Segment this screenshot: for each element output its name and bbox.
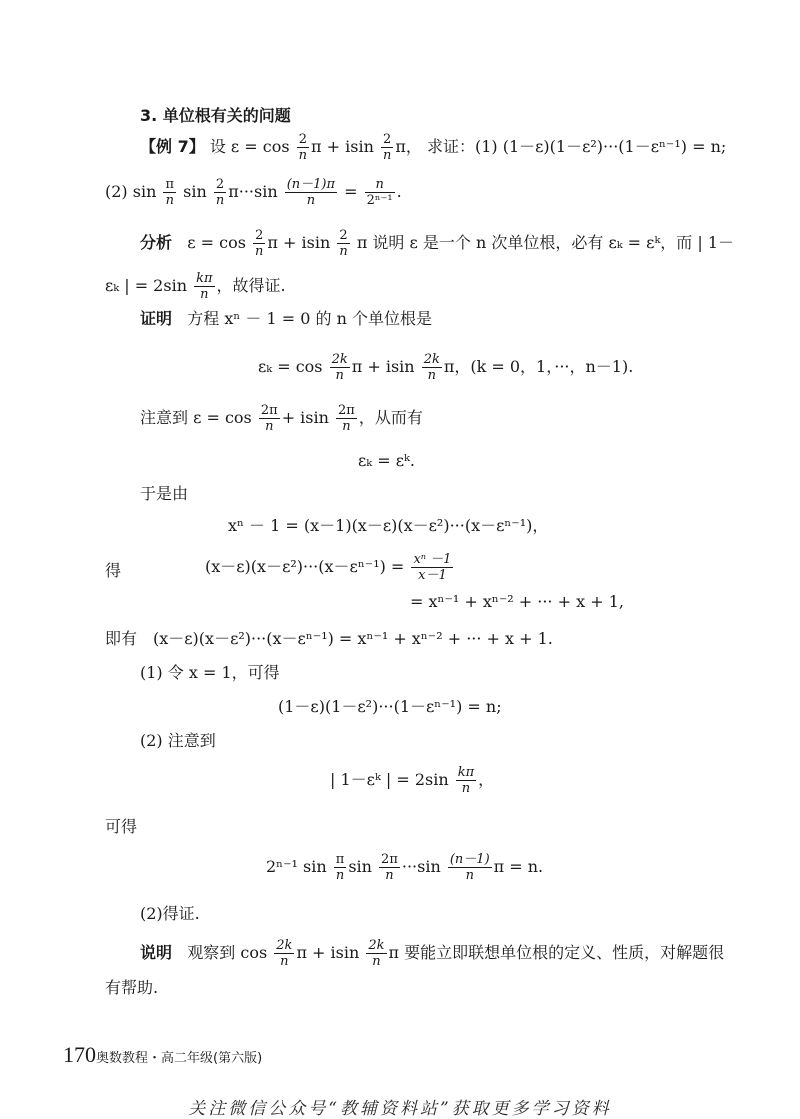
numerator: 2: [214, 177, 226, 193]
note-tail: ，从而有: [358, 408, 423, 427]
fraction-2-over-n: [253, 228, 265, 259]
numerator: 2: [253, 228, 265, 244]
analysis-line2-tail: ，故得证.: [216, 276, 286, 295]
remark-line-1: 说明 观察到 cos $\frac{2k}{n}$ π + isin $\frac{2k}{n}$ π 要能立即联想单位根的定义、性质，对解题很: [140, 938, 725, 969]
analysis-label: 分析: [140, 233, 173, 252]
final-tail: π = n.: [493, 857, 544, 876]
fraction-2k-over-n: [422, 352, 442, 383]
numerator: π: [165, 177, 175, 192]
fraction-2k-over-n: [366, 938, 386, 969]
denominator: n: [382, 148, 392, 163]
numerator: 2k: [331, 352, 348, 367]
fraction-2-over-n: [214, 177, 226, 208]
then-text: 于是由: [140, 484, 189, 503]
fraction-2k-over-n: [274, 938, 294, 969]
roots-formula: εₖ = cos $\frac{2k}{n}$ π + isin $\frac{2k}{n}$ π，(k = 0，1，···，n－1).: [258, 352, 634, 383]
denominator: n: [306, 193, 316, 208]
part2-eq: | 1－εᵏ | = 2sin $\frac{k\pi}{n}$ ，: [330, 765, 495, 796]
denominator: n: [342, 419, 351, 434]
denominator: n: [280, 954, 289, 969]
fraction-kpi-over-n: [456, 765, 476, 796]
fraction-n-minus-1-pi-over-n: [285, 177, 337, 208]
denominator: n: [427, 368, 436, 383]
denominator: n: [465, 868, 474, 883]
analysis-tail: π 说明 ε 是一个 n 次单位根，必有 εₖ = εᵏ，而 | 1－: [356, 233, 735, 252]
final-lead: 2ⁿ⁻¹ sin: [266, 857, 327, 876]
fraction-2k-over-n: [330, 352, 350, 383]
numerator: 2π: [338, 403, 355, 418]
numerator: π: [335, 852, 345, 867]
numerator: (n－1): [449, 852, 490, 867]
remark-lead: 观察到 cos: [187, 943, 268, 962]
numerator: 2k: [276, 938, 293, 953]
denominator: n: [385, 868, 394, 883]
example-q2-lead: (2) sin: [105, 182, 157, 201]
fraction-n-over-2n-1: [365, 177, 395, 208]
numerator: 2: [297, 132, 309, 148]
fraction-2pi-over-n: [259, 403, 280, 434]
fraction-2-over-n: [337, 228, 349, 259]
denominator: x－1: [418, 568, 447, 583]
quotient-lhs: (x－ε)(x－ε²)···(x－εⁿ⁻¹) =: [205, 557, 405, 576]
denominator: n: [265, 419, 274, 434]
fraction-pi-over-n: [334, 852, 347, 883]
fraction-2-over-n: [297, 132, 309, 163]
denominator: n: [200, 287, 209, 302]
example-line-2: (2) sin $\frac{\pi}{n}$ sin $\frac{2}{n}$ π···sin $\frac{(n-1)\pi}{n}$ = $\frac{n}{\text{2ⁿ⁻¹}}$ .: [105, 177, 402, 208]
analysis-lead: ε = cos: [187, 233, 246, 252]
denominator: n: [165, 193, 174, 208]
numerator: kπ: [196, 271, 213, 286]
numerator: n: [365, 177, 395, 193]
dots-sin: ···sin: [238, 182, 278, 201]
numerator: 2k: [368, 938, 385, 953]
numerator: 2π: [381, 852, 398, 867]
fraction-n-minus-1-over-n: [448, 852, 492, 883]
eq-ek: εₖ = εᵏ.: [358, 451, 415, 470]
proof-intro-line: [140, 309, 432, 328]
note-lead: 注意到 ε = cos: [140, 408, 252, 427]
analysis-line2-lead: εₖ | = 2sin: [105, 276, 187, 295]
denominator: 2ⁿ⁻¹: [366, 193, 393, 208]
denominator: n: [335, 868, 345, 883]
quotient-rhs: = xⁿ⁻¹ + xⁿ⁻² + ··· + x + 1,: [410, 592, 624, 611]
analysis-line-1: 分析 ε = cos $\frac{2}{n}$ π + isin $\frac{2}{n}$ π 说明 ε 是一个 n 次单位根，必有 εₖ = εᵏ，而 | 1－: [140, 228, 735, 259]
page-number: 170: [63, 1042, 96, 1067]
proof-label: 证明: [140, 309, 173, 328]
denominator: n: [461, 781, 471, 796]
remark-label: 说明: [140, 943, 173, 962]
fraction-2pi-over-n: [379, 852, 400, 883]
get-text: 得: [105, 561, 122, 580]
part1-eq: (1－ε)(1－ε²)···(1－εⁿ⁻¹) = n;: [278, 697, 502, 716]
analysis-line-2: [105, 271, 286, 302]
numerator: 2π: [260, 403, 278, 418]
final-eq: 2ⁿ⁻¹ sin $\frac{\pi}{n}$ sin $\frac{2\pi}{n}$ ···sin $\frac{(n-1)}{n}$ π = n.: [266, 852, 544, 883]
roots-tail: π，(k = 0，1，···，n－1).: [443, 357, 634, 376]
watermark-text: 关注微信公众号“教辅资料站”获取更多学习资料: [188, 1099, 612, 1119]
numerator: xⁿ －1: [413, 552, 452, 567]
fraction-kpi-over-n: [194, 271, 214, 302]
example-label: 【例 7】: [140, 137, 205, 156]
done-text: (2)得证.: [140, 904, 200, 923]
numerator: (n－1)π: [286, 177, 336, 192]
part1-text: (1) 令 x = 1，可得: [140, 663, 280, 682]
denominator: n: [335, 368, 344, 383]
denominator: n: [372, 954, 381, 969]
section-title: 3. 单位根有关的问题: [140, 106, 291, 125]
fraction-2pi-over-n: [336, 403, 357, 434]
remark-tail: π 要能立即联想单位根的定义、性质，对解题很: [388, 943, 725, 962]
numerator: kπ: [457, 765, 475, 780]
numerator: 2: [337, 228, 349, 244]
proof-intro: 方程 xⁿ － 1 = 0 的 n 个单位根是: [187, 309, 432, 328]
book-title: 奥数教程・高二年级(第六版): [96, 1051, 263, 1066]
numerator: 2: [381, 132, 393, 148]
remark-line-2: 有帮助.: [105, 978, 159, 997]
factor-eq: xⁿ － 1 = (x－1)(x－ε)(x－ε²)···(x－εⁿ⁻¹)，: [228, 516, 549, 535]
fraction-xn-minus-1-over-x-minus-1: [411, 552, 453, 583]
part2-text: (2) 注意到: [140, 731, 216, 750]
hence-eq: 即有 (x－ε)(x－ε²)···(x－εⁿ⁻¹) = xⁿ⁻¹ + xⁿ⁻² + ··· + x + 1.: [105, 629, 553, 648]
example-set-text: 设 ε = cos: [209, 137, 290, 156]
example-line-1: 【例 7】 设 ε = cos $\frac{2}{n}$ π + isin $\frac{2}{n}$ π， 求证：(1) (1－ε)(1－ε²)···(1－εⁿ⁻¹) = n;: [140, 132, 727, 163]
part2-eq-lead: | 1－εᵏ | = 2sin: [330, 770, 449, 789]
denominator: n: [215, 193, 225, 208]
numerator: 2k: [423, 352, 440, 367]
denominator: n: [339, 244, 348, 259]
denominator: n: [298, 148, 308, 163]
note-line: 注意到 ε = cos $\frac{2\pi}{n}$ + isin $\frac{2\pi}{n}$ ，从而有: [140, 403, 423, 434]
can-text: 可得: [105, 817, 138, 836]
example-question-1: 求证：(1) (1－ε)(1－ε²)···(1－εⁿ⁻¹) = n;: [426, 137, 727, 156]
fraction-2-over-n: [381, 132, 393, 163]
quotient-eq: [205, 552, 455, 583]
denominator: n: [255, 244, 264, 259]
fraction-pi-over-n: [163, 177, 176, 208]
